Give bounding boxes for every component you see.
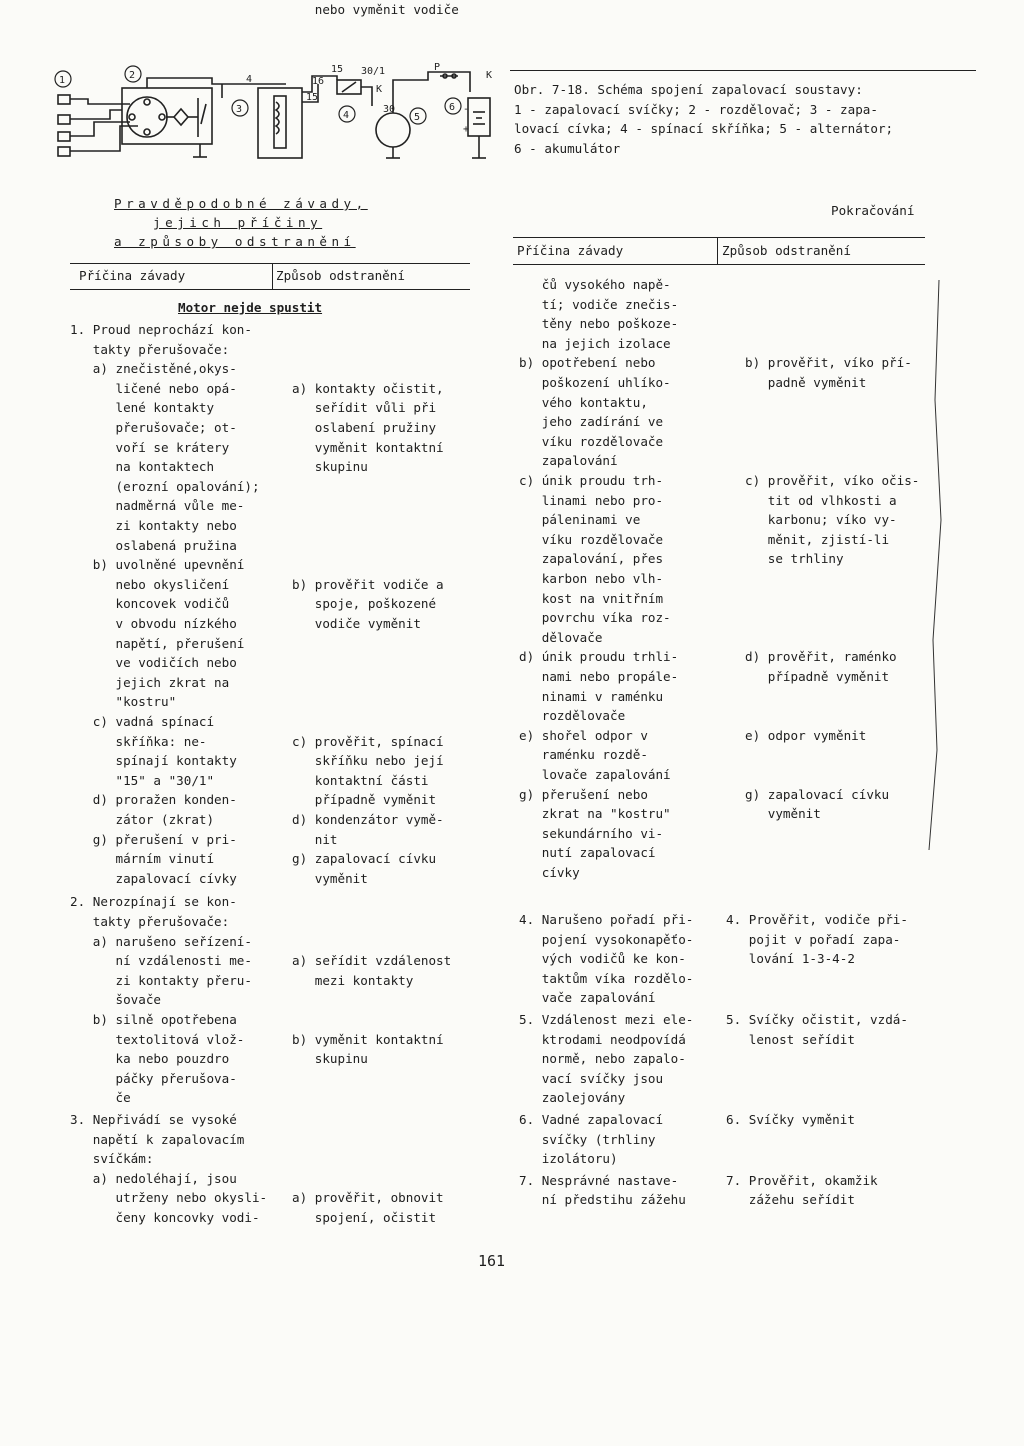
svg-text:30/1: 30/1 [361, 66, 386, 77]
left-cause-line: nadměrná vůle me- [70, 498, 245, 514]
left-remedy-line: nebo vyměnit vodiče [292, 2, 459, 17]
svg-text:+: + [463, 124, 470, 135]
left-cause-line: "kostru" [70, 694, 177, 710]
right-cause-line: poškození uhlíko- [519, 375, 671, 390]
left-remedy-line: a) prověřit, obnovit [292, 1190, 444, 1206]
left-remedy-line: vyměnit kontaktní [292, 439, 444, 455]
left-cause-line: ve vodičích nebo [70, 655, 237, 671]
svg-text:15: 15 [331, 64, 344, 75]
right-cause-line: c) únik proudu trh- [519, 473, 664, 488]
left-cause-line: čeny koncovky vodi- [70, 1210, 260, 1225]
left-cause-line: márním vinutí [70, 851, 215, 867]
left-remedy-line: seřídit vůli při [292, 400, 437, 416]
svg-text:5: 5 [414, 112, 421, 123]
right-remedy-line: karbonu; víko vy- [745, 512, 897, 528]
left-cause-line: zi kontakty přeru- [70, 972, 252, 988]
left-cause-line: utrženy nebo okysli- [70, 1190, 268, 1206]
left-table-header-rule [70, 289, 470, 290]
left-cause-line: skříňka: ne- [70, 733, 207, 749]
right-cause-line: víku rozdělovače [519, 531, 664, 547]
right-remedy-line: vyměnit [745, 806, 821, 822]
right-cause-line: linami nebo pro- [519, 492, 664, 508]
right-remedy-line: se trhliny [745, 551, 844, 567]
right-cause-line: zapalování, přes [519, 551, 664, 567]
left-table-top-rule [70, 263, 470, 264]
left-cause-line: a) znečistěné,okys- [70, 361, 237, 377]
left-cause-line: b) uvolněné upevnění [70, 557, 245, 573]
left-cause-line: 3. Nepřivádí se vysoké [70, 1112, 237, 1127]
left-header-remedy: Způsob odstranění [276, 268, 405, 283]
left-remedy-line: c) prověřit, spínací [292, 733, 444, 749]
section-title-line: Pravděpodobné závady, [114, 196, 368, 211]
left-cause-line: takty přerušovače: [70, 341, 230, 357]
left-cause-line: voří se krátery [70, 439, 230, 455]
right-lower-remedy-line: lování 1-3-4-2 [726, 951, 855, 967]
left-cause-line: spínají kontakty [70, 753, 237, 769]
svg-text:2: 2 [129, 70, 136, 81]
right-cause-line: tí; vodiče znečis- [519, 296, 679, 312]
left-remedy-line: skupinu [292, 459, 368, 475]
right-lower-cause-line: 4. Narušeno pořadí při- [519, 912, 694, 927]
left-header-divider [272, 263, 273, 289]
left-cause-line: šovače [70, 992, 161, 1008]
right-remedy-line: e) odpor vyměnit [745, 727, 867, 743]
right-cause-line: cívky [519, 865, 580, 880]
left-remedy-line: spojení, očistit [292, 1210, 437, 1225]
right-lower-remedy-line: lenost seřídit [726, 1031, 855, 1047]
right-lower-cause-line: ktrodami neodpovídá [519, 1031, 686, 1047]
page-number: 161 [478, 1252, 506, 1270]
right-cause-line: na jejich izolace [519, 335, 671, 351]
left-cause-line: takty přerušovače: [70, 914, 230, 929]
left-cause-line: napětí k zapalovacím [70, 1131, 245, 1147]
right-lower-cause-line: vých vodičů ke kon- [519, 951, 686, 967]
right-cause-line: g) přerušení nebo [519, 786, 648, 802]
left-cause-line: koncovek vodičů [70, 596, 230, 612]
left-cause-line: (erozní opalování); [70, 478, 260, 494]
right-table-top-rule [513, 237, 925, 238]
ignition-wiring-schematic [50, 62, 500, 170]
svg-text:16: 16 [312, 76, 325, 87]
left-header-cause: Příčina závady [79, 268, 186, 283]
right-cause-line: povrchu víka roz- [519, 610, 671, 626]
svg-text:K: K [376, 84, 383, 95]
svg-text:4: 4 [343, 110, 350, 121]
right-cause-line: vého kontaktu, [519, 394, 648, 410]
section-title-line: jejich příčiny [153, 215, 323, 230]
left-cause-line: zátor (zkrat) [70, 812, 215, 827]
right-remedy-line: d) prověřit, raménko [745, 649, 897, 665]
continuation-label: Pokračování [831, 203, 915, 218]
left-cause-line: přerušovače; ot- [70, 420, 237, 435]
left-cause-line: páčky přerušova- [70, 1070, 237, 1086]
right-remedy-line: tit od vlhkosti a [745, 492, 897, 508]
svg-text:30: 30 [383, 104, 396, 115]
right-cause-line: nami nebo propále- [519, 669, 679, 684]
left-cause-line: nebo okysličení [70, 576, 230, 592]
left-remedy-line: případně vyměnit [292, 792, 437, 808]
caption-line: 6 - akumulátor [514, 140, 621, 156]
left-remedy-line: d) kondenzátor vymě- [292, 812, 444, 827]
right-cause-line: dělovače [519, 629, 603, 645]
svg-text:K: K [486, 70, 493, 81]
margin-pencil-line [905, 280, 945, 860]
left-cause-line: napětí, přerušení [70, 635, 245, 651]
left-cause-line: če [70, 1090, 131, 1106]
left-cause-line: lené kontakty [70, 400, 215, 416]
right-cause-line: raménku rozdě- [519, 747, 648, 763]
svg-text:3: 3 [236, 104, 243, 115]
right-header-divider [717, 237, 718, 264]
right-cause-line: b) opotřebení nebo [519, 355, 656, 371]
svg-text:P: P [434, 62, 441, 73]
caption-line: lovací cívka; 4 - spínací skříňka; 5 - alternátor; [514, 121, 894, 136]
right-cause-line: jeho zadírání ve [519, 414, 664, 430]
left-cause-line: ka nebo pouzdro [70, 1051, 230, 1067]
right-cause-line: zkrat na "kostru" [519, 806, 671, 822]
left-cause-line: zapalovací cívky [70, 870, 237, 886]
right-remedy-line: měnit, zjistí-li [745, 531, 890, 547]
right-lower-cause-line: zaolejovány [519, 1090, 626, 1106]
section-title-line: a způsoby odstranění [114, 234, 356, 249]
left-cause-line: v obvodu nízkého [70, 616, 237, 631]
left-cause-line: d) proražen konden- [70, 792, 237, 808]
left-remedy-line: g) zapalovací cívku [292, 851, 437, 867]
left-remedy-line: skupinu [292, 1051, 368, 1067]
left-cause-line: 1. Proud neprochází kon- [70, 322, 252, 337]
right-lower-cause-line: svíčky (trhliny [519, 1131, 656, 1147]
caption-line: 1 - zapalovací svíčky; 2 - rozdělovač; 3 - zapa- [514, 101, 878, 117]
right-lower-cause-line: ní předstihu zážehu [519, 1192, 686, 1208]
left-remedy-line: nit [292, 831, 338, 847]
right-cause-line: rozdělovače [519, 708, 626, 724]
right-lower-remedy-line: zážehu seřídit [726, 1192, 855, 1208]
left-cause-line: "15" a "30/1" [70, 772, 215, 788]
right-cause-line: karbon nebo vlh- [519, 571, 664, 586]
left-cause-line: oslabená pružina [70, 537, 237, 553]
left-cause-line: textolitová vlož- [70, 1031, 245, 1047]
left-remedy-line: vodiče vyměnit [292, 616, 421, 631]
left-remedy-line: vyměnit [292, 870, 368, 886]
right-lower-remedy-line: 6. Svíčky vyměnit [726, 1112, 855, 1127]
left-remedy-line: kontaktní části [292, 772, 429, 788]
left-remedy-line: skříňku nebo její [292, 753, 444, 769]
right-remedy-line: případně vyměnit [745, 669, 890, 684]
right-header-cause: Příčina závady [517, 243, 624, 258]
left-cause-line: g) přerušení v pri- [70, 831, 237, 847]
right-cause-line: těny nebo poškoze- [519, 316, 679, 332]
right-lower-remedy-line: 7. Prověřit, okamžik [726, 1172, 878, 1188]
left-cause-line: a) narušeno seřízení- [70, 933, 252, 949]
right-lower-cause-line: 6. Vadné zapalovací [519, 1112, 664, 1127]
left-cause-line: svíčkám: [70, 1151, 154, 1167]
right-header-remedy: Způsob odstranění [722, 243, 851, 258]
left-remedy-line: a) seřídit vzdálenost [292, 953, 452, 969]
left-cause-line: b) silně opotřebena [70, 1012, 237, 1027]
right-lower-cause-line: vače zapalování [519, 990, 656, 1006]
caption-top-rule [510, 70, 976, 71]
right-lower-cause-line: pojení vysokonapěťo- [519, 931, 694, 947]
left-remedy-line: b) prověřit vodiče a [292, 576, 444, 592]
left-remedy-line: spoje, poškozené [292, 596, 437, 612]
right-lower-cause-line: 5. Vzdálenost mezi ele- [519, 1012, 694, 1027]
right-lower-remedy-line: 4. Prověřit, vodiče při- [726, 912, 908, 927]
right-lower-cause-line: normě, nebo zapalo- [519, 1051, 686, 1067]
right-cause-line: ninami v raménku [519, 688, 664, 704]
left-cause-line: c) vadná spínací [70, 714, 215, 729]
right-lower-cause-line: taktům víka rozdělo- [519, 970, 694, 986]
right-cause-line: e) shořel odpor v [519, 727, 648, 743]
svg-text:4: 4 [246, 74, 253, 85]
caption-line: Obr. 7-18. Schéma spojení zapalovací soustavy: [514, 82, 863, 97]
right-cause-line: zapalování [519, 453, 618, 469]
right-remedy-line: b) prověřit, víko pří- [745, 355, 912, 371]
right-lower-remedy-line: 5. Svíčky očistit, vzdá- [726, 1012, 908, 1027]
left-remedy-line: a) kontakty očistit, [292, 380, 444, 396]
subheading-engine-wont-start: Motor nejde spustit [178, 300, 323, 315]
svg-text:1: 1 [59, 75, 66, 86]
svg-text:15: 15 [306, 92, 319, 103]
left-cause-line: na kontaktech [70, 459, 215, 475]
right-lower-cause-line: izolátoru) [519, 1151, 618, 1167]
right-cause-line: páleninami ve [519, 512, 641, 528]
right-cause-line: víku rozdělovače [519, 433, 664, 449]
right-cause-line: nutí zapalovací [519, 845, 656, 861]
left-remedy-line: mezi kontakty [292, 972, 414, 988]
right-cause-line: čů vysokého napě- [519, 277, 671, 292]
right-remedy-line: padně vyměnit [745, 375, 867, 390]
right-lower-remedy-line: pojit v pořadí zapa- [726, 931, 901, 947]
right-cause-line: d) únik proudu trhli- [519, 649, 679, 665]
left-cause-line: jejich zkrat na [70, 674, 230, 690]
right-remedy-line: c) prověřit, víko očis- [745, 473, 920, 488]
right-table-header-rule [513, 264, 925, 265]
left-cause-line: zi kontakty nebo [70, 518, 237, 533]
right-cause-line: lovače zapalování [519, 767, 671, 782]
left-cause-line: a) nedoléhají, jsou [70, 1170, 237, 1186]
svg-text:-: - [463, 104, 470, 115]
left-cause-line: 2. Nerozpínají se kon- [70, 894, 237, 910]
svg-text:6: 6 [449, 102, 456, 113]
left-cause-line: ní vzdálenosti me- [70, 953, 252, 969]
left-remedy-line: b) vyměnit kontaktní [292, 1031, 444, 1047]
right-cause-line: sekundárního vi- [519, 825, 664, 841]
right-lower-cause-line: 7. Nesprávné nastave- [519, 1172, 679, 1188]
left-remedy-line: oslabení pružiny [292, 420, 437, 435]
left-cause-line: ličené nebo opá- [70, 380, 237, 396]
right-remedy-line: g) zapalovací cívku [745, 786, 890, 802]
right-cause-line: kost na vnitřním [519, 590, 664, 606]
right-lower-cause-line: vací svíčky jsou [519, 1070, 664, 1086]
